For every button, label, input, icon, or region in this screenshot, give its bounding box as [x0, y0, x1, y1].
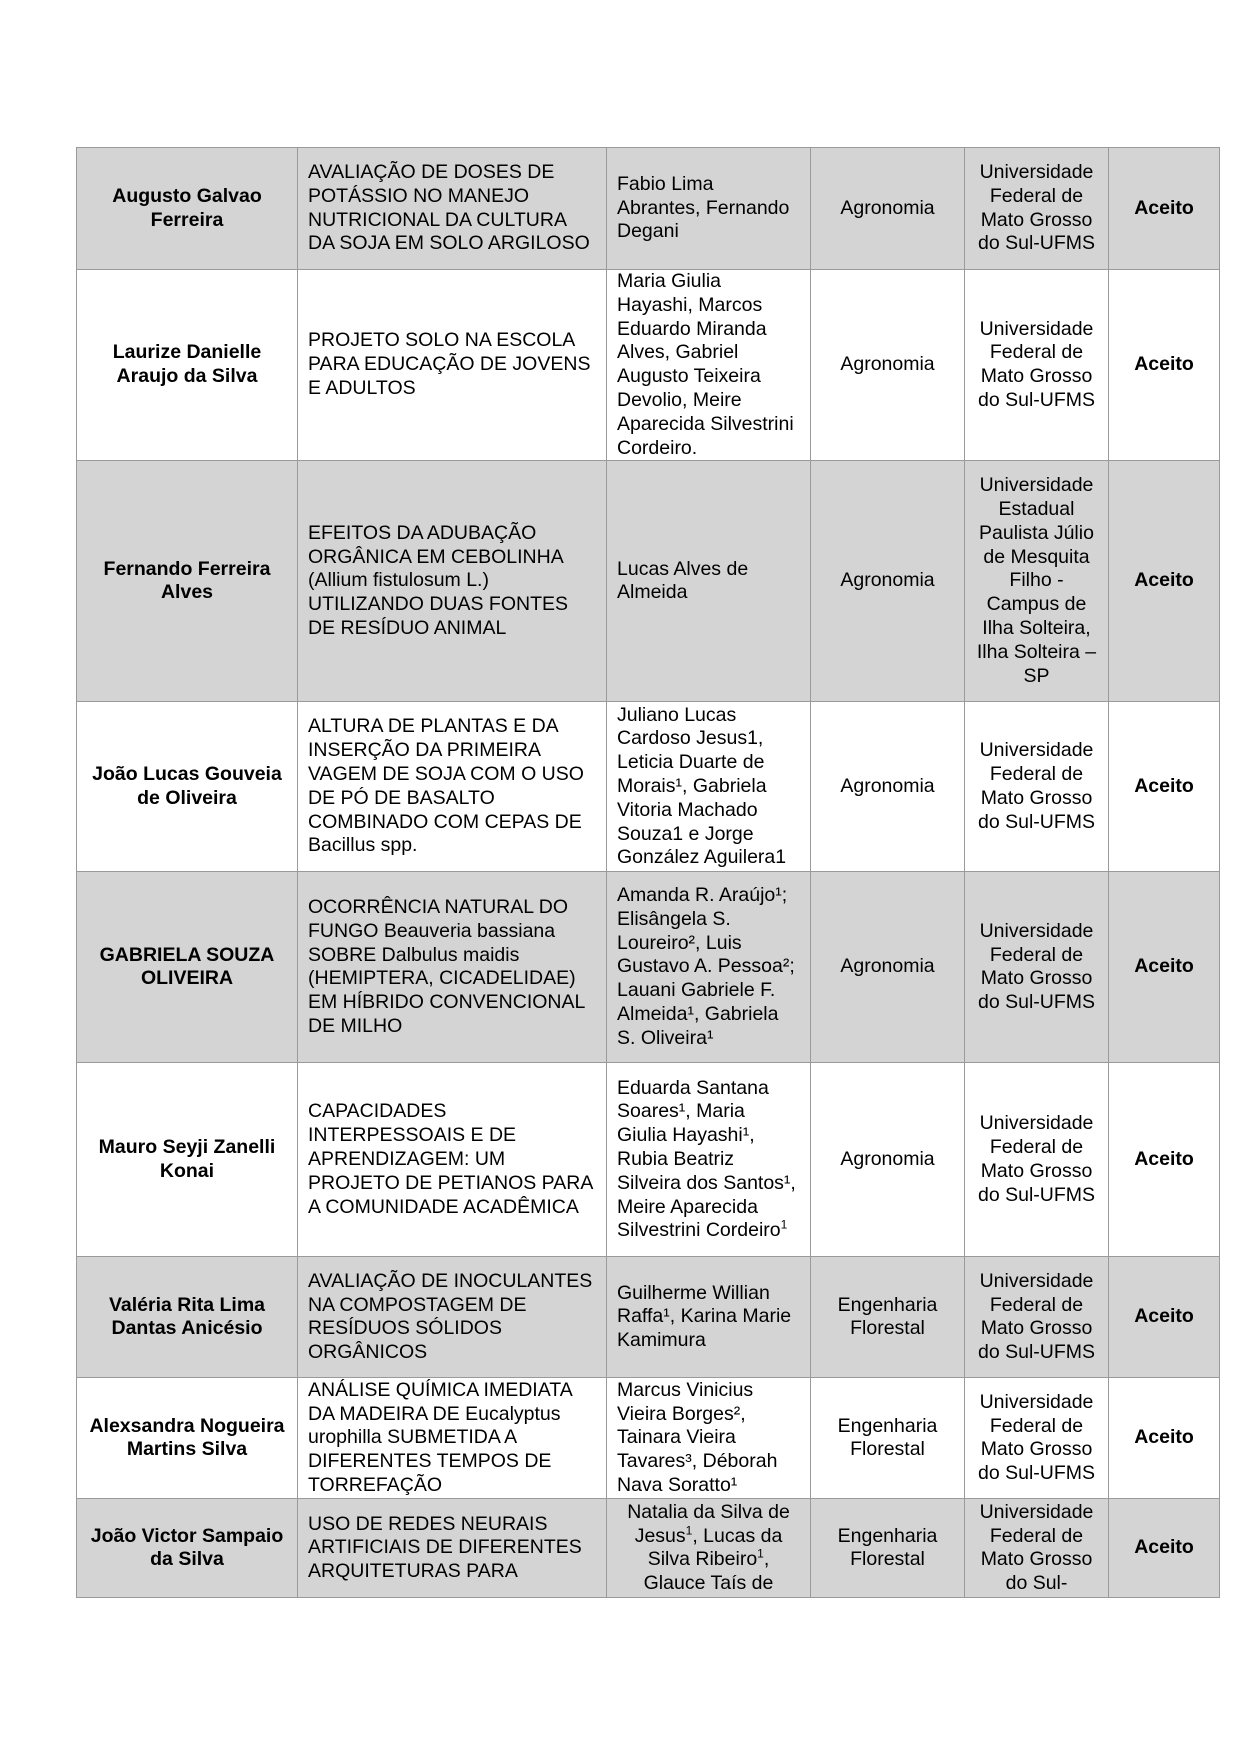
- coauthor-superscript: 1: [757, 1546, 764, 1561]
- course-cell: Engenharia Florestal: [811, 1378, 965, 1499]
- coauthor-text: , Glauce Taís de: [643, 1548, 774, 1595]
- paper-title-cell: USO DE REDES NEURAIS ARTIFICIAIS DE DIFERENTES ARQUITETURAS PARA: [298, 1499, 607, 1598]
- course-cell: Agronomia: [811, 872, 965, 1063]
- author-name-cell: Mauro Seyji Zanelli Konai: [77, 1063, 298, 1257]
- coauthors-cell: [607, 270, 811, 461]
- table-row: [77, 872, 1220, 1063]
- author-name-cell: João Victor Sampaio da Silva: [77, 1499, 298, 1598]
- author-name-cell: Fernando Ferreira Alves: [77, 461, 298, 702]
- paper-title-cell: ALTURA DE PLANTAS E DA INSERÇÃO DA PRIMEIRA VAGEM DE SOJA COM O USO DE PÓ DE BASALTO COMBINADO COM CEPAS DE Bacillus spp.: [298, 702, 607, 872]
- author-name-cell: João Lucas Gouveia de Oliveira: [77, 702, 298, 872]
- institution-cell: Universidade Federal de Mato Grosso do Sul-UFMS: [965, 1257, 1109, 1378]
- coauthor-text: Guilherme Willian Raffa¹, Karina Marie Kamimura: [617, 1281, 792, 1352]
- institution-cell: Universidade Federal de Mato Grosso do Sul-UFMS: [965, 148, 1109, 270]
- status-cell: Aceito: [1109, 270, 1220, 461]
- course-cell: Engenharia Florestal: [811, 1499, 965, 1598]
- results-table-body: [77, 148, 1220, 1598]
- author-name-cell: Augusto Galvao Ferreira: [77, 148, 298, 270]
- author-name-cell: Laurize Danielle Araujo da Silva: [77, 270, 298, 461]
- status-cell: Aceito: [1109, 1499, 1220, 1598]
- results-table: [76, 147, 1220, 1598]
- table-row: [77, 1063, 1220, 1257]
- institution-cell: Universidade Federal de Mato Grosso do Sul-UFMS: [965, 270, 1109, 461]
- paper-title-cell: CAPACIDADES INTERPESSOAIS E DE APRENDIZAGEM: UM PROJETO DE PETIANOS PARA A COMUNIDADE ACADÊMICA: [298, 1063, 607, 1257]
- coauthor-text: Natalia da Silva de Jesus: [627, 1500, 790, 1547]
- institution-cell: Universidade Estadual Paulista Júlio de Mesquita Filho - Campus de Ilha Solteira, Ilha Solteira – SP: [965, 461, 1109, 702]
- paper-title-cell: AVALIAÇÃO DE DOSES DE POTÁSSIO NO MANEJO NUTRICIONAL DA CULTURA DA SOJA EM SOLO ARGILOSO: [298, 148, 607, 270]
- institution-cell: Universidade Federal de Mato Grosso do Sul-UFMS: [965, 872, 1109, 1063]
- coauthor-text: Juliano Lucas Cardoso Jesus1, Leticia Duarte de Morais¹, Gabriela Vitoria Machado Souza1 e Jorge González Aguilera1: [617, 703, 787, 869]
- course-cell: Engenharia Florestal: [811, 1257, 965, 1378]
- institution-cell: Universidade Federal de Mato Grosso do Sul-UFMS: [965, 1378, 1109, 1499]
- table-row: [77, 1499, 1220, 1598]
- table-row: [77, 1257, 1220, 1378]
- status-cell: Aceito: [1109, 1063, 1220, 1257]
- paper-title-cell: ANÁLISE QUÍMICA IMEDIATA DA MADEIRA DE Eucalyptus urophilla SUBMETIDA A DIFERENTES TEMPOS DE TORREFAÇÃO: [298, 1378, 607, 1499]
- status-cell: Aceito: [1109, 461, 1220, 702]
- paper-title-cell: PROJETO SOLO NA ESCOLA PARA EDUCAÇÃO DE JOVENS E ADULTOS: [298, 270, 607, 461]
- status-cell: Aceito: [1109, 148, 1220, 270]
- institution-cell: Universidade Federal de Mato Grosso do Sul-UFMS: [965, 1063, 1109, 1257]
- author-name-cell: Valéria Rita Lima Dantas Anicésio: [77, 1257, 298, 1378]
- coauthor-superscript: 1: [780, 1217, 788, 1232]
- course-cell: Agronomia: [811, 1063, 965, 1257]
- course-cell: Agronomia: [811, 270, 965, 461]
- table-row: [77, 461, 1220, 702]
- table-row: [77, 702, 1220, 872]
- status-cell: Aceito: [1109, 872, 1220, 1063]
- status-cell: Aceito: [1109, 1257, 1220, 1378]
- course-cell: Agronomia: [811, 148, 965, 270]
- author-name-cell: Alexsandra Nogueira Martins Silva: [77, 1378, 298, 1499]
- paper-title-cell: EFEITOS DA ADUBAÇÃO ORGÂNICA EM CEBOLINHA (Allium fistulosum L.) UTILIZANDO DUAS FONTES DE RESÍDUO ANIMAL: [298, 461, 607, 702]
- coauthors-cell: [607, 872, 811, 1063]
- coauthor-text: , Lucas da Silva Ribeiro: [647, 1524, 783, 1571]
- course-cell: Agronomia: [811, 461, 965, 702]
- coauthors-cell: [607, 461, 811, 702]
- coauthors-cell: [607, 1257, 811, 1378]
- table-row: [77, 148, 1220, 270]
- coauthors-cell: [607, 1063, 811, 1257]
- course-cell: Agronomia: [811, 702, 965, 872]
- status-cell: Aceito: [1109, 1378, 1220, 1499]
- coauthors-cell: [607, 148, 811, 270]
- table-row: [77, 1378, 1220, 1499]
- table-row: [77, 270, 1220, 461]
- coauthor-text: Marcus Vinicius Vieira Borges², Tainara Vieira Tavares³, Déborah Nava Soratto¹: [617, 1378, 778, 1497]
- author-name-cell: GABRIELA SOUZA OLIVEIRA: [77, 872, 298, 1063]
- coauthors-cell: [607, 1378, 811, 1499]
- coauthor-text: Fabio Lima Abrantes, Fernando Degani: [617, 172, 790, 243]
- institution-cell: Universidade Federal de Mato Grosso do Sul-UFMS: [965, 702, 1109, 872]
- paper-title-cell: AVALIAÇÃO DE INOCULANTES NA COMPOSTAGEM DE RESÍDUOS SÓLIDOS ORGÂNICOS: [298, 1257, 607, 1378]
- institution-cell: Universidade Federal de Mato Grosso do Sul-: [965, 1499, 1109, 1598]
- coauthors-cell: [607, 702, 811, 872]
- coauthors-cell: [607, 1499, 811, 1598]
- status-cell: Aceito: [1109, 702, 1220, 872]
- coauthor-superscript: 1: [685, 1523, 693, 1538]
- coauthor-text: Lucas Alves de Almeida: [617, 557, 749, 604]
- coauthor-text: Eduarda Santana Soares¹, Maria Giulia Hayashi¹, Rubia Beatriz Silveira dos Santos¹, Meire Aparecida Silvestrini Cordeiro: [617, 1076, 796, 1242]
- coauthor-text: Amanda R. Araújo¹; Elisângela S. Loureiro², Luis Gustavo A. Pessoa²; Lauani Gabriele F. Almeida¹, Gabriela S. Oliveira¹: [617, 884, 795, 1049]
- paper-title-cell: OCORRÊNCIA NATURAL DO FUNGO Beauveria bassiana SOBRE Dalbulus maidis (HEMIPTERA, CICADELIDAE) EM HÍBRIDO CONVENCIONAL DE MILHO: [298, 872, 607, 1063]
- coauthor-text: Maria Giulia Hayashi, Marcos Eduardo Miranda Alves, Gabriel Augusto Teixeira Devolio, Meire Aparecida Silvestrini Cordeiro.: [617, 270, 794, 459]
